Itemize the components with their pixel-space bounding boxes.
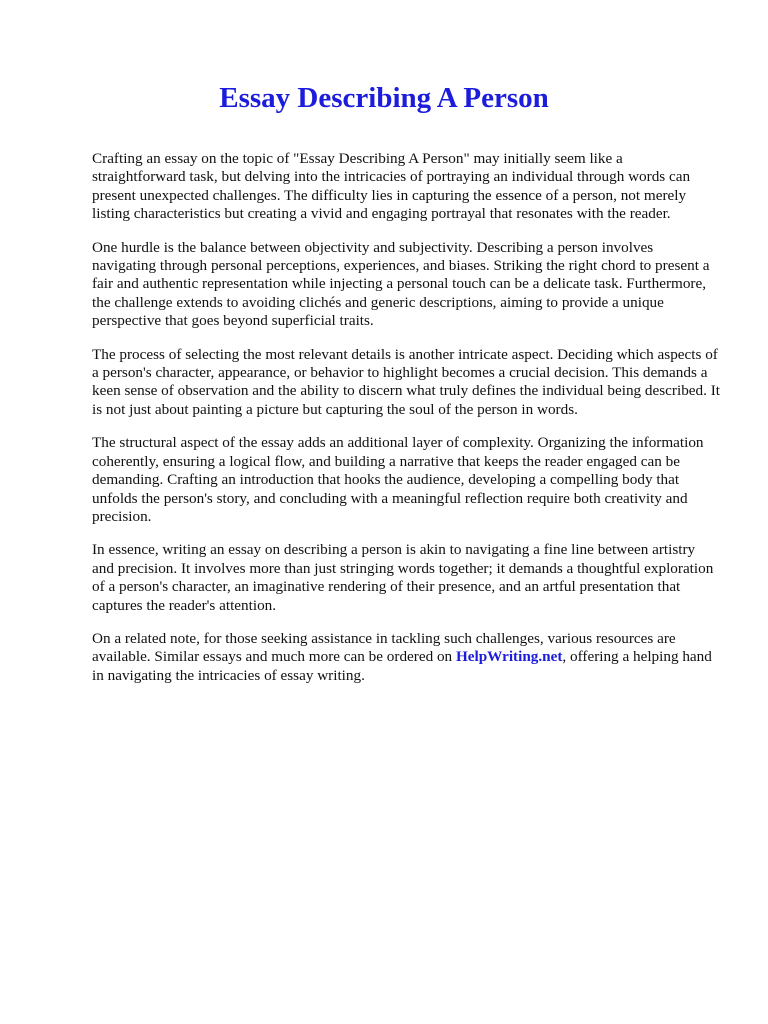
paragraph-3: The process of selecting the most relevant details is another intricate aspect. Deciding which aspects of a person's character, appearance, or behavior to highlight becomes a crucial decision. This demands a keen sense of observation and the ability to discern what truly defines the individual being described. It is not just about painting a picture but capturing the soul of the person in words. [92, 345, 720, 418]
document-title: Essay Describing A Person [219, 82, 549, 114]
paragraph-4: The structural aspect of the essay adds an additional layer of complexity. Organizing the information coherently, ensuring a logical flow, and building a narrative that keeps the reader engaged can be demanding. Crafting an introduction that hooks the audience, developing a compelling body that unfolds the person's story, and concluding with a meaningful reflection require both creativity and precision. [92, 434, 704, 525]
paragraph-1: Crafting an essay on the topic of "Essay Describing A Person" may initially seem like a straightforward task, but delving into the intricacies of portraying an individual through words can present unexpected challenges. The difficulty lies in capturing the essence of a person, not merely listing characteristics but creating a vivid and engaging portrayal that resonates with the reader. [92, 150, 691, 223]
closing-text-after-link: , offering a helping hand in navigating the intricacies of essay writing. [92, 648, 712, 684]
paragraph-5: In essence, writing an essay on describing a person is akin to navigating a fine line between artistry and precision. It involves more than just stringing words together; it demands a thoughtful exploration of a person's character, an imaginative rendering of their presence, and an artful presentation that captures the reader's attention. [92, 541, 714, 614]
helpwriting-link[interactable]: HelpWriting.net [455, 648, 563, 666]
closing-text-before-link: On a related note, for those seeking assistance in tackling such challenges, various resources are available. Similar essays and much more can be ordered on [92, 629, 676, 666]
closing-paragraph [92, 630, 720, 685]
paragraph-2: One hurdle is the balance between objectivity and subjectivity. Describing a person involves navigating through personal perceptions, experiences, and biases. Striking the right chord to present a fair and authentic representation while injecting a personal touch can be a delicate task. Furthermore, the challenge extends to avoiding clichés and generic descriptions, aiming to provide a unique perspective that goes beyond superficial traits. [92, 238, 710, 330]
